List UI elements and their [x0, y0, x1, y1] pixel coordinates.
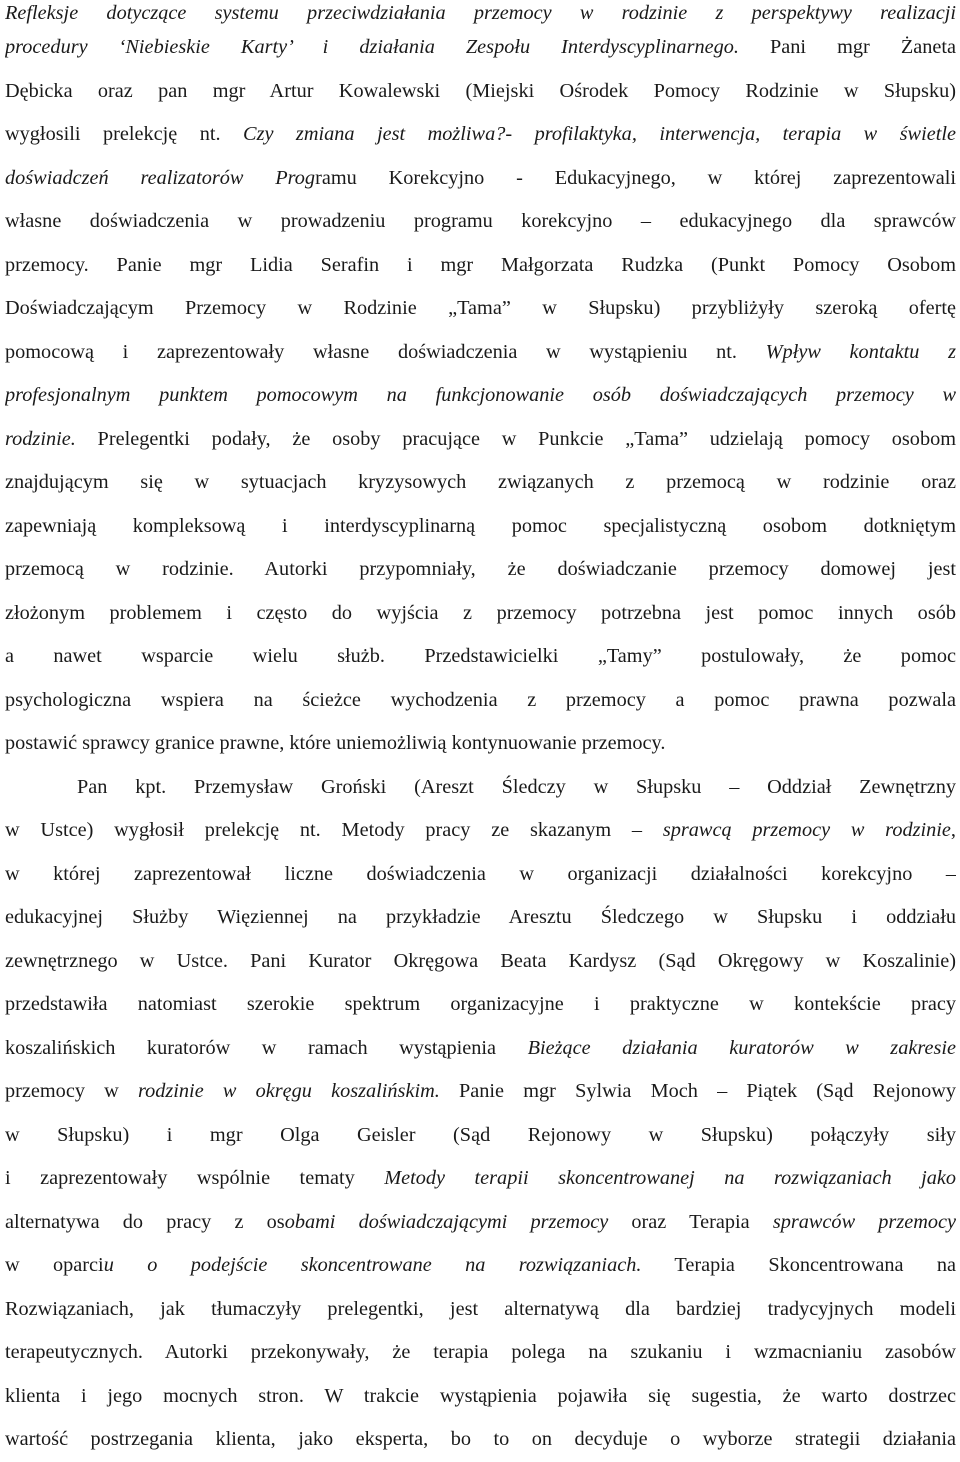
- text-line: [5, 1070, 956, 1114]
- text-segment: wartość postrzegania klienta, jako eksperta, bo to on decyduje o wyborze strategii działania: [5, 1428, 956, 1450]
- italic-text-segment: Bieżące działania kuratorów w zakresie: [527, 1036, 956, 1059]
- text-line: [5, 1201, 956, 1245]
- italic-text-segment: doświadczeń realizatorów Prog: [5, 166, 316, 189]
- text-segment: wygłosili prelekcję nt.: [5, 123, 244, 145]
- text-segment: alternatywa do pracy z os: [5, 1210, 285, 1233]
- text-line: [5, 896, 956, 940]
- text-segment: w Słupsku) i mgr Olga Geisler (Sąd Rejonowy w Słupsku) połączyły siły: [5, 1123, 956, 1146]
- text-segment: Pan kpt. Przemysław Groński (Areszt Śledczy w Słupsku – Oddział Zewnętrzny: [77, 775, 956, 798]
- text-line: [5, 940, 956, 984]
- italic-text-segment: sprawców przemocy: [772, 1210, 956, 1233]
- text-line: [5, 1157, 956, 1201]
- text-line: [5, 331, 956, 375]
- text-line: [5, 1375, 956, 1419]
- text-line: [5, 418, 956, 462]
- text-line: [5, 113, 956, 157]
- text-line: [5, 592, 956, 636]
- italic-text-segment: sprawcą przemocy w rodzinie: [662, 819, 951, 841]
- text-line: [5, 26, 956, 70]
- document-page: [5, 0, 956, 1462]
- text-segment: Doświadczającym Przemocy w Rodzinie „Tama” w Słupsku) przybliżyły szeroką ofertę: [5, 297, 956, 319]
- text-segment: własne doświadczenia w prowadzeniu programu korekcyjno – edukacyjnego dla sprawców: [5, 210, 956, 232]
- text-line: [5, 679, 956, 723]
- text-line: [5, 244, 956, 288]
- text-segment: Dębicka oraz pan mgr Artur Kowalewski (Miejski Ośrodek Pomocy Rodzinie w Słupsku): [5, 79, 956, 102]
- text-segment: Terapia Skoncentrowana na: [641, 1254, 956, 1276]
- text-segment: koszalińskich kuratorów w ramach wystąpienia: [5, 1036, 528, 1059]
- text-segment: przemocy. Panie mgr Lidia Serafin i mgr Małgorzata Rudzka (Punkt Pomocy Osobom: [5, 253, 956, 276]
- text-line: [5, 766, 956, 810]
- italic-text-segment: Metody terapii skoncentrowanej na rozwiązaniach jako: [384, 1167, 956, 1189]
- text-segment: edukacyjnej Służby Więziennej na przykładzie Aresztu Śledczego w Słupsku i oddziału: [5, 906, 956, 928]
- text-segment: postawić sprawcy granice prawne, które uniemożliwią kontynuowanie przemocy.: [5, 732, 666, 754]
- text-segment: terapeutycznych. Autorki przekonywały, że terapia polega na szukaniu i wzmacnianiu zasobów: [5, 1341, 956, 1363]
- text-line: [5, 1114, 956, 1158]
- text-segment: złożonym problemem i często do wyjścia z przemocy potrzebna jest pomoc innych osób: [5, 601, 956, 624]
- text-segment: zewnętrznego w Ustce. Pani Kurator Okręgowa Beata Kardysz (Sąd Okręgowy w Koszalinie): [5, 949, 956, 972]
- italic-text-segment: Czy zmiana jest możliwa?- profilaktyka, interwencja, terapia w świetle: [243, 123, 956, 145]
- text-segment: znajdującym się w sytuacjach kryzysowych związanych z przemocą w rodzinie oraz: [5, 471, 956, 493]
- text-line: [5, 635, 956, 679]
- text-line: [5, 505, 956, 549]
- italic-text-segment: profesjonalnym punktem pomocowym na funkcjonowanie osób doświadczających przemocy w: [5, 384, 956, 406]
- text-segment: ramu Korekcyjno - Edukacyjnego, w której zaprezentowali: [315, 166, 956, 189]
- italic-text-segment: obami doświadczającymi przemocy: [284, 1210, 609, 1233]
- text-segment: klienta i jego mocnych stron. W trakcie wystąpienia pojawiła się sugestia, że warto dostrzec: [5, 1384, 956, 1407]
- italic-text-segment: procedury ‘Niebieskie Karty’ i działania Zespołu Interdyscyplinarnego.: [5, 36, 739, 58]
- text-segment: przemocą w rodzinie. Autorki przypomniały, że doświadczanie przemocy domowej jest: [5, 558, 956, 580]
- text-segment: Pani mgr Żaneta: [738, 36, 956, 58]
- text-segment: oraz Terapia: [608, 1210, 773, 1233]
- text-line: [5, 722, 956, 766]
- text-segment: w której zaprezentował liczne doświadczenia w organizacji działalności korekcyjno –: [5, 862, 956, 885]
- text-line: [5, 809, 956, 853]
- text-line: [5, 0, 956, 26]
- italic-text-segment: rodzinie.: [5, 427, 76, 450]
- text-segment: ,: [950, 819, 956, 841]
- text-line: [5, 287, 956, 331]
- text-line: [5, 1331, 956, 1375]
- text-line: [5, 853, 956, 897]
- text-segment: przemocy w: [5, 1080, 138, 1102]
- text-line: [5, 1244, 956, 1288]
- text-segment: Rozwiązaniach, jak tłumaczyły prelegentki, jest alternatywą dla bardziej tradycyjnych modeli: [5, 1297, 956, 1320]
- text-segment: zapewniają kompleksową i interdyscyplinarną pomoc specjalistyczną osobom dotkniętym: [5, 514, 956, 537]
- text-line: [5, 1027, 956, 1071]
- text-line: [5, 200, 956, 244]
- text-line: [5, 70, 956, 114]
- italic-text-segment: Wpływ kontaktu z: [765, 340, 956, 363]
- text-line: [5, 461, 956, 505]
- text-line: [5, 983, 956, 1027]
- text-segment: w Ustce) wygłosił prelekcję nt. Metody pracy ze skazanym –: [5, 819, 663, 841]
- text-segment: a nawet wsparcie wielu służb. Przedstawicielki „Tamy” postulowały, że pomoc: [5, 645, 956, 667]
- text-line: [5, 1418, 956, 1462]
- text-line: [5, 548, 956, 592]
- text-segment: Prelegentki podały, że osoby pracujące w Punkcie „Tama” udzielają pomocy osobom: [75, 427, 956, 450]
- text-line: [5, 157, 956, 201]
- text-segment: Panie mgr Sylwia Moch – Piątek (Sąd Rejonowy: [439, 1080, 956, 1102]
- text-segment: psychologiczna wspiera na ścieżce wychodzenia z przemocy a pomoc prawna pozwala: [5, 688, 956, 711]
- text-segment: w oparci: [5, 1254, 104, 1276]
- italic-text-segment: Refleksje dotyczące systemu przeciwdziałania przemocy w rodzinie z perspektywy realizacji: [5, 2, 956, 24]
- text-line: [5, 1288, 956, 1332]
- italic-text-segment: rodzinie w okręgu koszalińskim.: [137, 1080, 440, 1102]
- text-segment: i zaprezentowały wspólnie tematy: [5, 1167, 385, 1189]
- text-segment: przedstawiła natomiast szerokie spektrum organizacyjne i praktyczne w kontekście pracy: [5, 993, 956, 1015]
- text-line: [5, 374, 956, 418]
- italic-text-segment: u o podejście skoncentrowane na rozwiązaniach.: [103, 1254, 642, 1276]
- text-segment: pomocową i zaprezentowały własne doświadczenia w wystąpieniu nt.: [5, 340, 766, 363]
